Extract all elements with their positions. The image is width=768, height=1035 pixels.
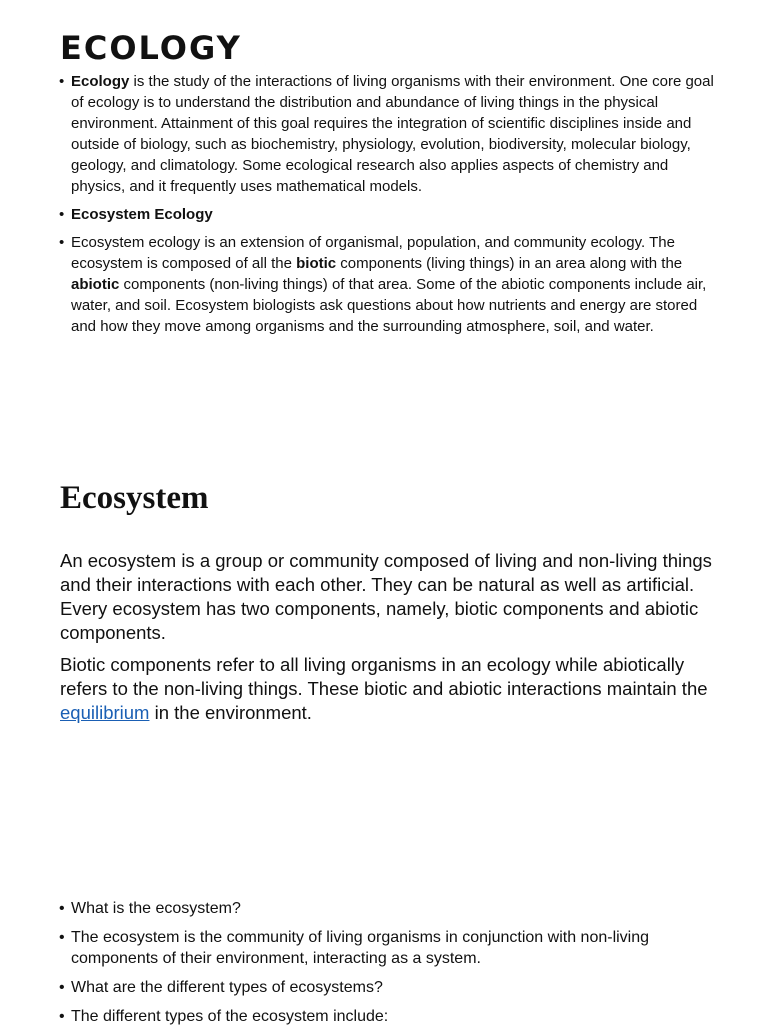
ecosystem-paragraph-2 — [60, 653, 720, 725]
paragraph-2-after-link: in the environment. — [149, 702, 312, 723]
ecology-bullet-list — [59, 71, 719, 344]
description-part-2: components (living things) in an area along with the — [336, 255, 683, 272]
description-part-1: Ecosystem ecology is an extension of organismal, population, and community ecology. The ecosystem is composed of all the — [71, 234, 675, 272]
ecology-definition-bullet — [59, 71, 719, 197]
ecosystem-paragraph-1: An ecosystem is a group or community composed of living and non-living things and their interactions with each other. They can be natural as well as artificial. Every ecosystem has two components, namely, biotic components and abiotic components. — [60, 550, 712, 643]
ecosystem-ecology-heading-bullet — [59, 204, 719, 225]
ecosystem-body — [60, 549, 720, 733]
faq-slide — [0, 890, 768, 1024]
paragraph-2-before-link: Biotic components refer to all living organisms in an ecology while abiotically refers to the non-living things. These biotic and abiotic interactions maintain the — [60, 654, 708, 699]
ecology-definition-text: is the study of the interactions of living organisms with their environment. One core goal of ecology is to understand the distribution and abundance of living things in the physical environment. Attainment of this goal requires the integration of scientific disciplines inside and outside of biology, such as biochemistry, physiology, evolution, biodiversity, molecular biology, geology, and climatology. Some ecological research also applies aspects of chemistry and physics, and it frequently uses mathematical models. — [71, 73, 714, 195]
ecosystem-ecology-description-bullet — [59, 232, 719, 337]
ecosystem-ecology-heading: Ecosystem Ecology — [71, 206, 213, 223]
faq-question-1: • What is the ecosystem? — [59, 898, 719, 919]
ecology-slide — [0, 0, 768, 400]
ecology-term: Ecology — [71, 73, 130, 90]
faq-question-2: • What are the different types of ecosystems? — [59, 977, 719, 998]
faq-answer-1: • The ecosystem is the community of living organisms in conjunction with non-living components of their environment, interacting as a system. — [59, 927, 719, 969]
biotic-term: biotic — [296, 255, 337, 272]
ecosystem-title: Ecosystem — [60, 480, 209, 516]
equilibrium-link[interactable]: equilibrium — [60, 702, 150, 723]
faq-answer-2: • The different types of the ecosystem include: — [59, 1006, 719, 1027]
faq-bullet-list — [59, 898, 719, 1035]
ecology-title: ECOLOGY — [60, 29, 242, 67]
abiotic-term: abiotic — [71, 276, 120, 293]
description-part-3: components (non-living things) of that area. Some of the abiotic components include air, water, and soil. Ecosystem biologists ask questions about how nutrients and energy are stored and how they move among organisms and the surrounding atmosphere, soil, and water. — [71, 276, 707, 335]
ecosystem-slide — [0, 460, 768, 760]
